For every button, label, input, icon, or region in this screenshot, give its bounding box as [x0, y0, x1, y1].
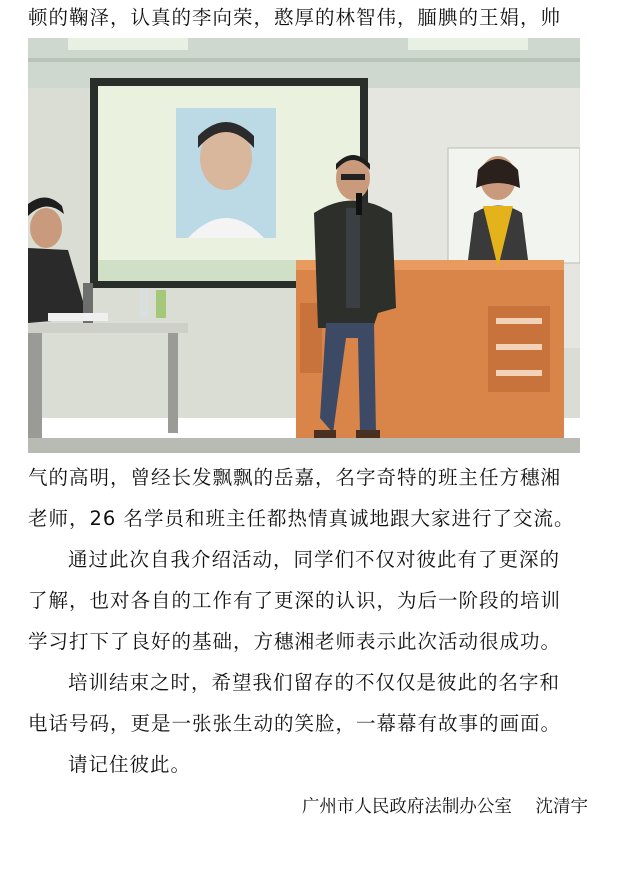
signature-organization: 广州市人民政府法制办公室	[301, 797, 512, 817]
article-line-1: 顿的鞠泽，认真的李向荣，憨厚的林智伟，腼腆的王娟，帅	[28, 6, 562, 29]
paragraph-4-line-1: 请记住彼此。	[68, 753, 192, 776]
article-line-2: 气的高明，曾经长发飘飘的岳嘉，名字奇特的班主任方穗湘	[28, 466, 562, 489]
signature	[302, 795, 588, 819]
article-line-3: 老师，26 名学员和班主任都热情真诚地跟大家进行了交流。	[28, 507, 575, 530]
paragraph-3-line-1: 培训结束之时，希望我们留存的不仅仅是彼此的名字和	[68, 671, 561, 694]
classroom-photo	[28, 38, 580, 453]
paragraph-2-line-2: 了解，也对各自的工作有了更深的认识，为后一阶段的培训	[28, 589, 562, 612]
paragraph-2-line-3: 学习打下了良好的基础，方穗湘老师表示此次活动很成功。	[28, 630, 562, 653]
paragraph-2-line-1: 通过此次自我介绍活动，同学们不仅对彼此有了更深的	[68, 548, 561, 571]
signature-author: 沈清宇	[535, 797, 588, 817]
paragraph-3-line-2: 电话号码，更是一张张生动的笑脸，一幕幕有故事的画面。	[28, 712, 562, 735]
